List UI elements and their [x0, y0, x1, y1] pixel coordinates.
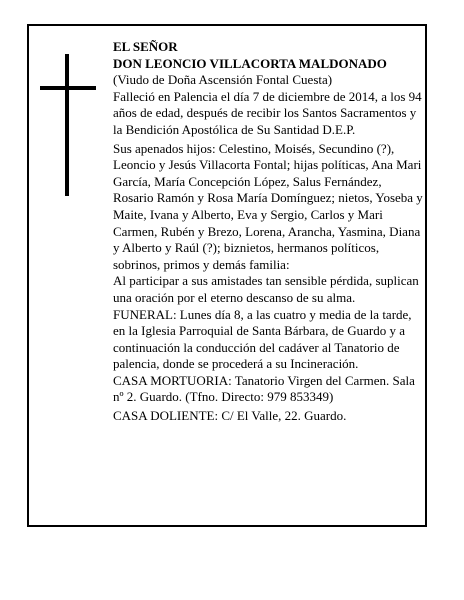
cross-horizontal-bar [40, 86, 96, 90]
obituary-title: EL SEÑOR [113, 39, 178, 54]
mortuary-info: CASA MORTUORIA: Tanatorio Virgen del Carmen. Sala nº 2. Guardo. (Tfno. Directo: 979 853349) [113, 372, 415, 405]
mourning-house-info: CASA DOLIENTE: C/ El Valle, 22. Guardo. [113, 408, 347, 424]
family-list: Sus apenados hijos: Celestino, Moisés, Secundino (?), Leoncio y Jesús Villacorta Fontal; hijas políticas, Ana Mari García, María Concepción López, Salus Fernández, Rosario Ramón y Rosa María Domínguez; nietos, Yoseba y Maite, Ivana y Alberto, Eva y Sergio, Carlos y Mari Carmen, Rubén y Brezo, Lorena, Arancha, Yasmina, Diana y Alberto y Raúl (?); biznietos, hermanos políticos, sobrinos, primos y demás familia: [113, 140, 423, 272]
deceased-name: DON LEONCIO VILLACORTA MALDONADO [113, 55, 387, 71]
death-notice: Falleció en Palencia el día 7 de diciembre de 2014, a los 94 años de edad, después de recibir los Santos Sacramentos y la Bendición Apostólica de Su Santidad D.E.P. [113, 88, 422, 137]
widower-note: (Viudo de Doña Ascensión Fontal Cuesta) [113, 72, 333, 88]
prayer-request: Al participar a sus amistades tan sensible pérdida, suplican una oración por el eterno descanso de su alma. [113, 273, 419, 305]
cross-vertical-bar [65, 54, 69, 196]
obituary-text [113, 39, 423, 425]
funeral-info: FUNERAL: Lunes día 8, a las cuatro y media de la tarde, en la Iglesia Parroquial de Santa Bárbara, de Guardo y a continuación la conducción del cadáver al Tanatorio de palencia, donde se procederá a su Incineración. [113, 306, 412, 372]
